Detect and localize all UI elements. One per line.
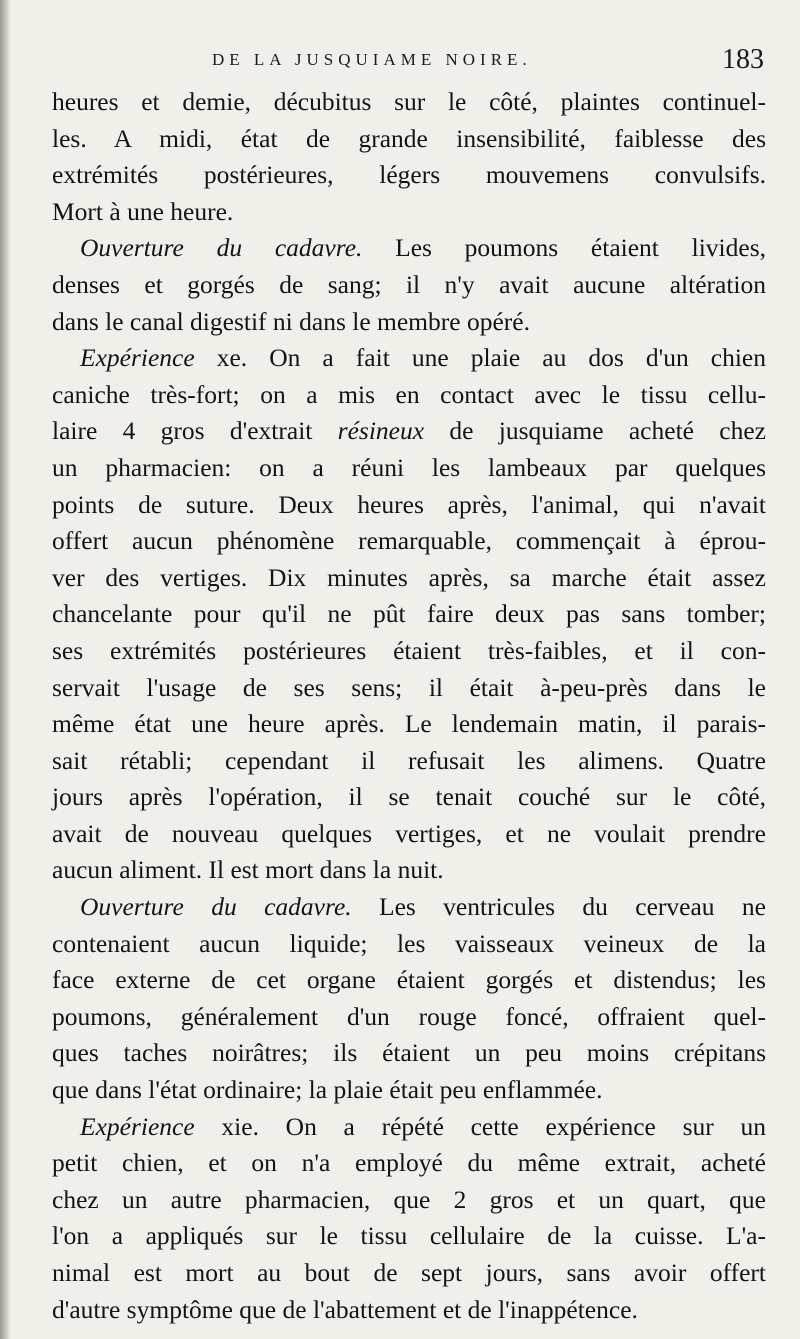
text-line: [52, 267, 766, 304]
text-line: [52, 413, 766, 450]
text-run: Les poumons étaient livides,: [362, 233, 766, 263]
text-line: [52, 560, 766, 597]
italic-text: Ouverture du cadavre.: [80, 892, 352, 922]
text-run: ver des vertiges. Dix minutes après, sa marche était assez: [52, 562, 766, 592]
text-line: [52, 926, 766, 963]
text-line: [52, 1035, 766, 1072]
text-run: même état une heure après. Le lendemain matin, il parais-: [52, 709, 766, 739]
text-run: nimal est mort au bout de sept jours, sans avoir offert: [52, 1258, 766, 1287]
text-run: Les ventricules du cerveau ne: [351, 892, 766, 922]
italic-text: Ouverture du cadavre.: [80, 233, 363, 263]
text-line: [52, 230, 766, 267]
text-line: [52, 706, 766, 743]
text-run: ques taches noirâtres; ils étaient un peu moins crépitans: [52, 1038, 766, 1068]
text-line: [52, 596, 766, 633]
text-line: [52, 450, 766, 487]
text-run: chez un autre pharmacien, que 2 gros et un quart, que: [52, 1184, 766, 1214]
text-run: un pharmacien: on a réuni les lambeaux par quelques: [52, 452, 766, 482]
text-line: [52, 1292, 766, 1329]
text-line: [52, 779, 766, 816]
text-line: [52, 1072, 766, 1109]
text-line: [52, 633, 766, 670]
italic-text: Expérience: [80, 1111, 195, 1141]
italic-text: Expérience: [80, 343, 195, 373]
text-run: xe. On a fait une plaie au dos d'un chien: [194, 343, 766, 373]
text-line: [52, 157, 766, 194]
text-run: aucun aliment. Il est mort dans la nuit.: [52, 855, 444, 885]
text-run: heures et demie, décubitus sur le côté, plaintes continuel-: [52, 87, 766, 116]
text-line: [52, 84, 766, 121]
text-line: [52, 340, 766, 377]
text-run: que dans l'état ordinaire; la plaie était peu enflammée.: [52, 1075, 603, 1105]
text-run: face externe de cet organe étaient gorgés et distendus; les: [52, 965, 766, 995]
text-run: caniche très-fort; on a mis en contact avec le tissu cellu-: [52, 379, 766, 409]
text-line: [52, 852, 766, 889]
body-text: [52, 84, 766, 1328]
text-run: jours après l'opération, il se tenait couché sur le côté,: [52, 782, 766, 812]
page-number: 183: [722, 44, 764, 75]
text-line: [52, 523, 766, 560]
text-line: [52, 962, 766, 999]
text-line: [52, 1145, 766, 1182]
text-run: offert aucun phénomène remarquable, commençait à éprou-: [52, 526, 766, 556]
page-edge-shadow: [0, 0, 10, 1339]
text-line: [52, 1255, 766, 1292]
text-run: laire 4 gros d'extrait: [52, 416, 338, 446]
text-line: [52, 377, 766, 414]
text-line: [52, 1182, 766, 1219]
text-line: [52, 743, 766, 780]
text-line: [52, 194, 766, 231]
text-run: petit chien, et on n'a employé du même extrait, acheté: [52, 1148, 766, 1178]
text-run: xie. On a répété cette expérience sur un: [194, 1111, 766, 1141]
text-line: [52, 670, 766, 707]
text-run: d'autre symptôme que de l'abattement et de l'inappétence.: [52, 1294, 638, 1324]
text-line: [52, 999, 766, 1036]
running-head: DE LA JUSQUIAME NOIRE.: [212, 50, 532, 69]
text-run: dans le canal digestif ni dans le membre opéré.: [52, 306, 530, 336]
text-run: points de suture. Deux heures après, l'animal, qui n'avait: [52, 489, 766, 519]
text-run: Mort à une heure.: [52, 196, 234, 226]
text-line: [52, 1109, 766, 1146]
text-run: sait rétabli; cependant il refusait les alimens. Quatre: [52, 745, 766, 775]
text-run: ses extrémités postérieures étaient très-faibles, et il con-: [52, 635, 766, 665]
text-line: [52, 304, 766, 341]
text-run: avait de nouveau quelques vertiges, et ne voulait prendre: [52, 818, 766, 848]
text-run: chancelante pour qu'il ne pût faire deux pas sans tomber;: [52, 599, 766, 629]
text-run: poumons, généralement d'un rouge foncé, offraient quel-: [52, 1001, 766, 1031]
text-line: [52, 889, 766, 926]
text-line: [52, 816, 766, 853]
text-run: extrémités postérieures, légers mouvemens convulsifs.: [52, 160, 766, 190]
page-header: [52, 44, 764, 84]
text-line: [52, 487, 766, 524]
text-run: de jusquiame acheté chez: [424, 416, 766, 446]
text-run: denses et gorgés de sang; il n'y avait aucune altération: [52, 269, 766, 299]
text-run: les. A midi, état de grande insensibilité, faiblesse des: [52, 123, 766, 153]
text-line: [52, 121, 766, 158]
text-line: [52, 1218, 766, 1255]
text-run: contenaient aucun liquide; les vaisseaux veineux de la: [52, 928, 766, 958]
text-run: l'on a appliqués sur le tissu cellulaire de la cuisse. L'a-: [52, 1221, 766, 1251]
text-run: servait l'usage de ses sens; il était à-peu-près dans le: [52, 672, 766, 702]
italic-text: résineux: [337, 416, 425, 446]
